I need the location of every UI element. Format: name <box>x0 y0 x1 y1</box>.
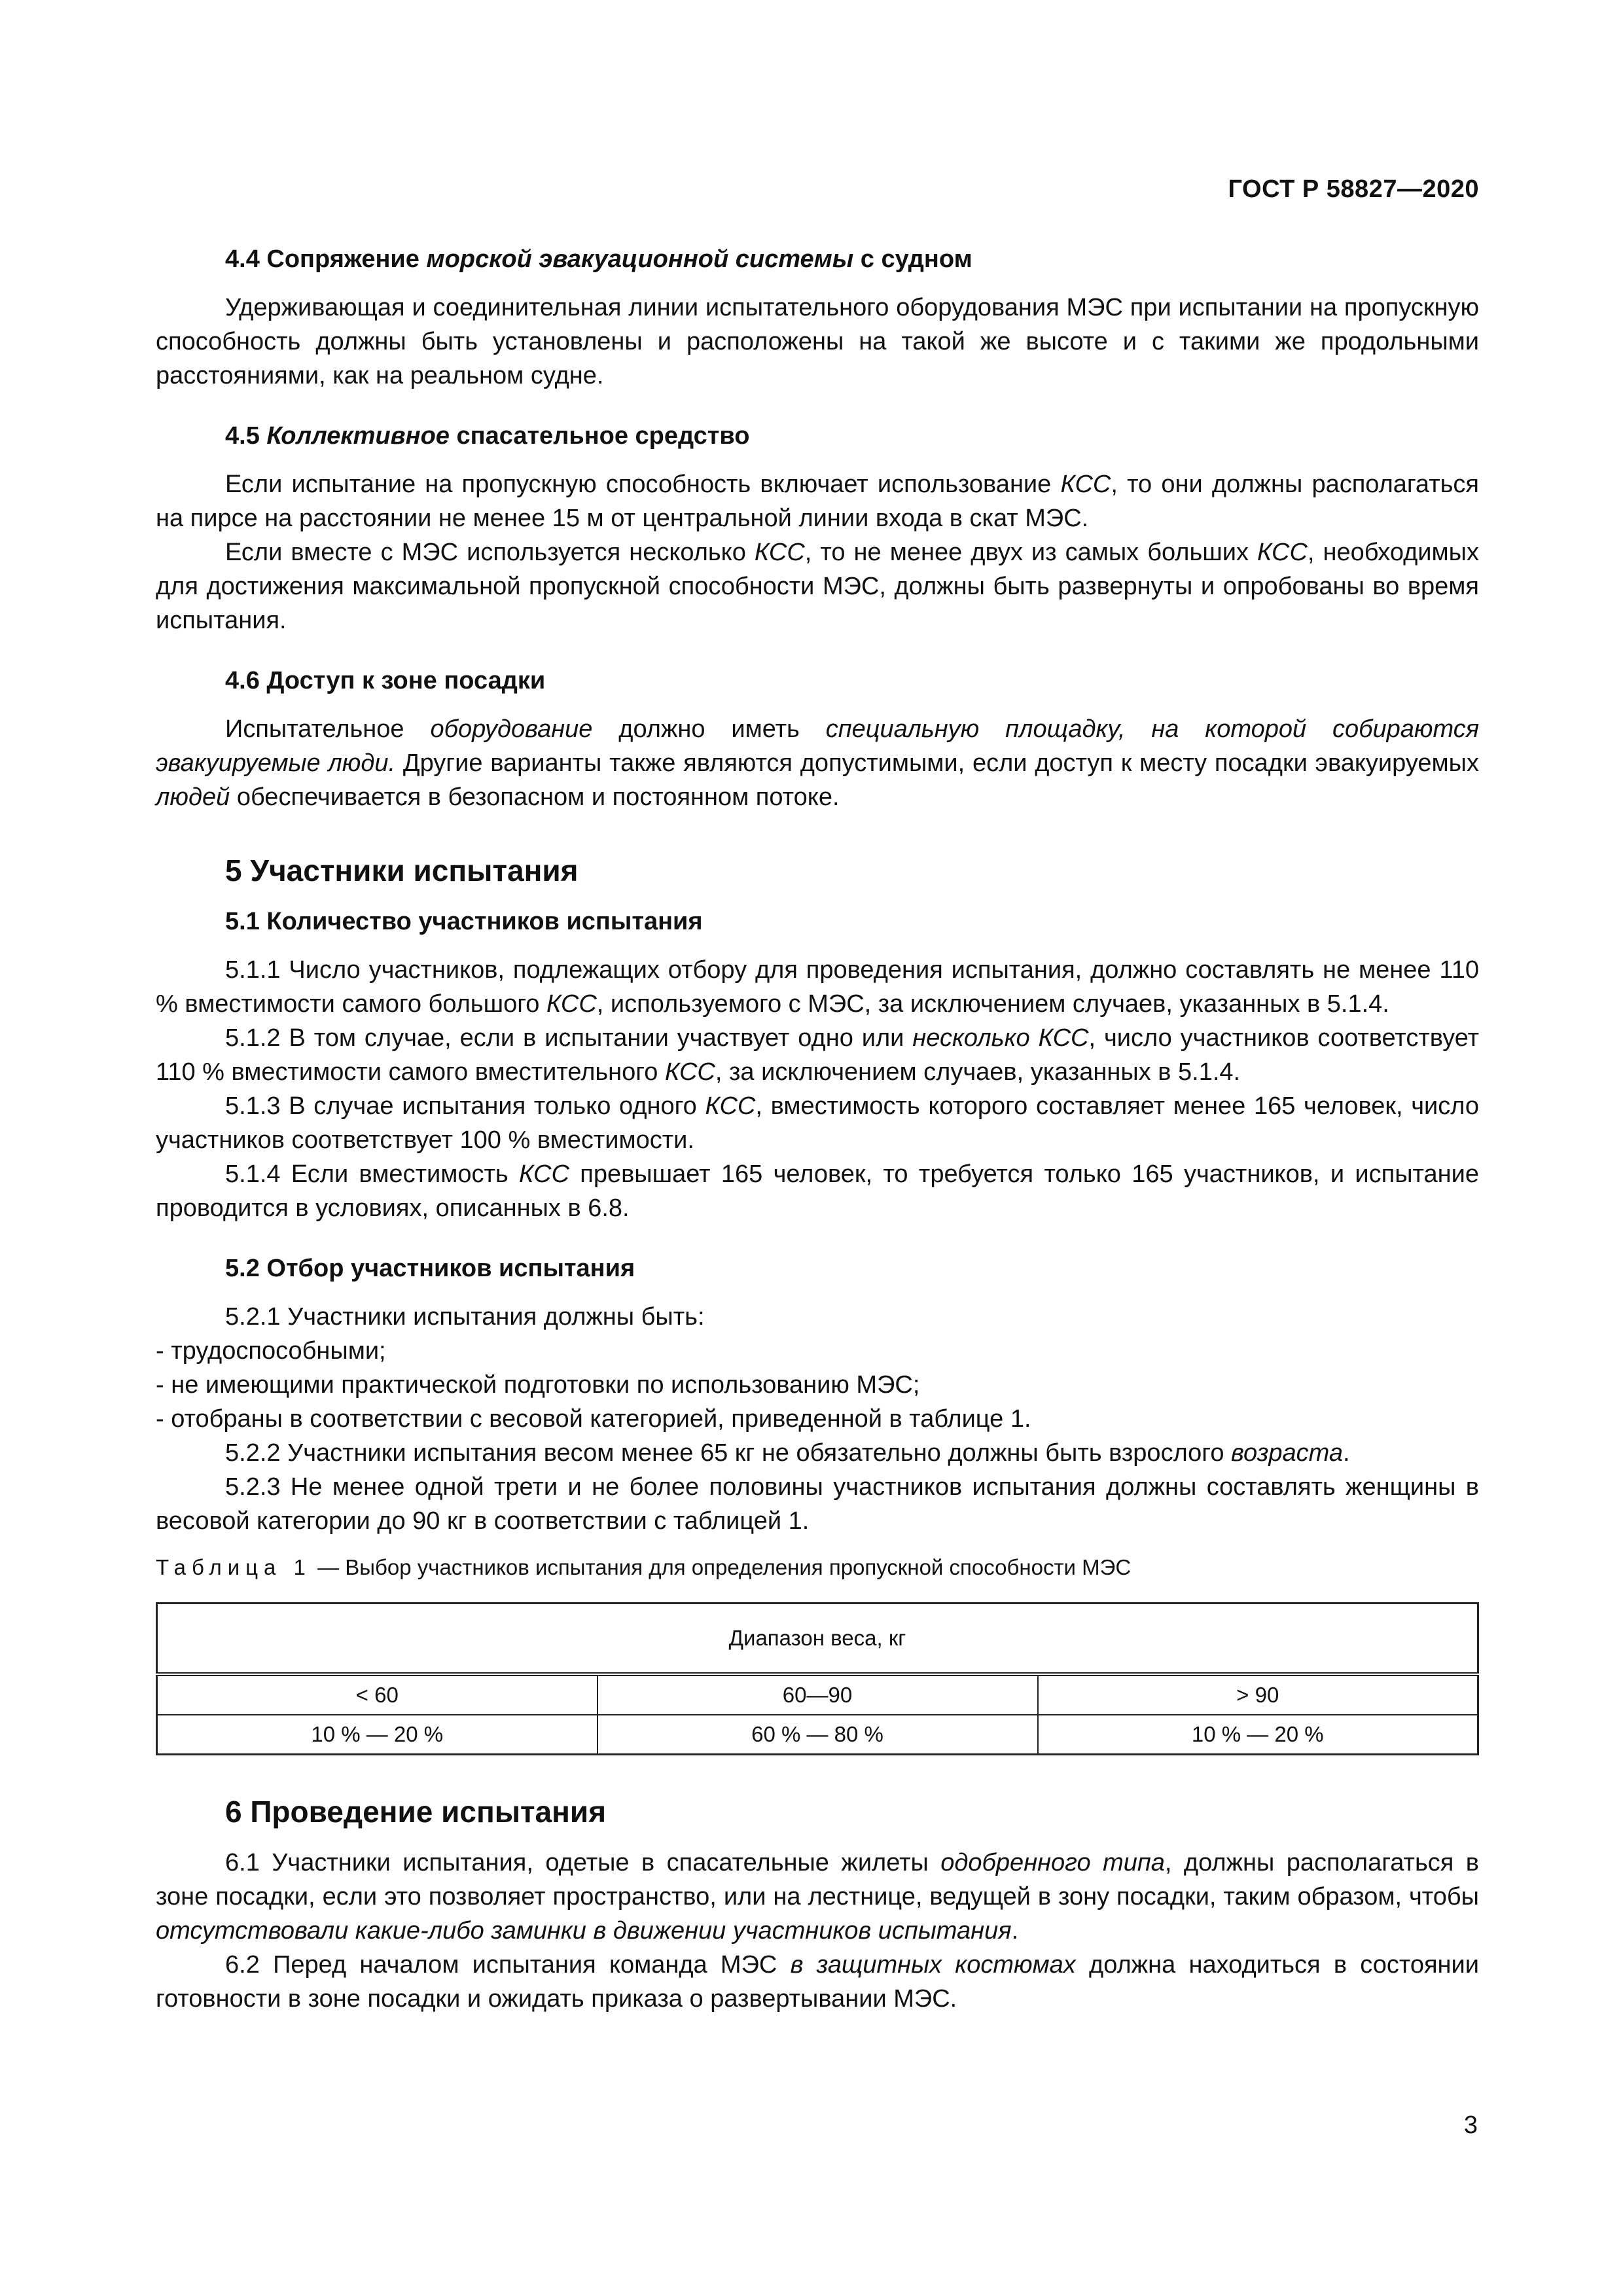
section-number: 4.5 <box>225 422 267 450</box>
section-6-title: 6 Проведение испытания <box>225 1795 607 1829</box>
table-header-cell: Диапазон веса, кг <box>157 1604 1478 1675</box>
paragraph-5-1-3: 5.1.3 В случае испытания только одного КСС, вместимость которого составляет менее 165 человек, число участников соответствует 100 % вместимости. <box>156 1092 1479 1154</box>
section-4-6-title: 4.6 Доступ к зоне посадки <box>225 667 546 694</box>
section-4-5-title <box>156 419 1479 453</box>
paragraph-4-5-2: Если вместе с МЭС используется несколько КСС, то не менее двух из самых больших КСС, необходимых для достижения максимальной пропускной способности МЭС, должны быть развернуты и опробованы во время испытания. <box>156 539 1479 634</box>
table-cell: 60—90 <box>597 1674 1038 1715</box>
paragraph-5-1-1: 5.1.1 Число участников, подлежащих отбору для проведения испытания, должно составлять не менее 110 % вместимости самого большого КСС, используемого с МЭС, за исключением случаев, указанных в 5.1.4. <box>156 956 1479 1018</box>
table-caption-label: Таблица 1 <box>156 1555 312 1579</box>
table-row <box>157 1715 1478 1755</box>
list-item: - не имеющими практической подготовки по использованию МЭС; <box>156 1371 920 1399</box>
page-content <box>156 242 1479 2016</box>
paragraph-5-2-1: 5.2.1 Участники испытания должны быть: <box>225 1303 705 1331</box>
table-1-caption <box>156 1552 1479 1583</box>
section-5-2-title: 5.2 Отбор участников испытания <box>225 1255 635 1282</box>
table-cell: < 60 <box>157 1674 597 1715</box>
table-caption-text: — Выбор участников испытания для определения пропускной способности МЭС <box>311 1555 1132 1579</box>
paragraph-5-1-2: 5.1.2 В том случае, если в испытании участвует одно или несколько КСС, число участников соответствует 110 % вместимости самого вместительного КСС, за исключением случаев, указанных в 5.1.4. <box>156 1024 1479 1086</box>
paragraph-5-1-4: 5.1.4 Если вместимость КСС превышает 165 человек, то требуется только 165 участников, и испытание проводится в условиях, описанных в 6.8. <box>156 1160 1479 1222</box>
section-title-end: спасательное средство <box>449 422 750 450</box>
table-cell: > 90 <box>1038 1674 1478 1715</box>
section-4-4-title <box>156 242 1479 276</box>
table-row <box>157 1674 1478 1715</box>
table-cell: 10 % — 20 % <box>157 1715 597 1755</box>
section-title-italic: Коллективное <box>266 422 450 450</box>
standard-code: ГОСТ Р 58827—2020 <box>1228 175 1479 203</box>
paragraph-5-2-2: 5.2.2 Участники испытания весом менее 65 кг не обязательно должны быть взрослого возраста. <box>225 1439 1350 1467</box>
paragraph-6-2: 6.2 Перед началом испытания команда МЭС в защитных костюмах должна находиться в состоянии готовности в зоне посадки и ожидать приказа о развертывании МЭС. <box>156 1951 1479 2013</box>
paragraph-4-5-1: Если испытание на пропускную способность включает использование КСС, то они должны располагаться на пирсе на расстоянии не менее 15 м от центральной линии входа в скат МЭС. <box>156 471 1479 532</box>
paragraph-4-6: Испытательное оборудование должно иметь специальную площадку, на которой собираются эвакуируемые люди. Другие варианты также являются допустимыми, если доступ к месту посадки эвакуируемых людей обеспечивается в безопасном и постоянном потоке. <box>156 715 1479 811</box>
paragraph-4-4: Удерживающая и соединительная линии испытательного оборудования МЭС при испытании на пропускную способность должны быть установлены и расположены на такой же высоте и с такими же продольными расстояниями, как на реальном судне. <box>156 294 1479 389</box>
list-item: - трудоспособными; <box>156 1337 386 1365</box>
table-cell: 60 % — 80 % <box>597 1715 1038 1755</box>
section-number: 4.4 Сопряжение <box>225 245 427 273</box>
page-number: 3 <box>1463 2111 1478 2139</box>
section-5-title: 5 Участники испытания <box>225 853 579 888</box>
paragraph-5-2-3: 5.2.3 Не менее одной трети и не более половины участников испытания должны составлять женщины в весовой категории до 90 кг в соответствии с таблицей 1. <box>156 1473 1479 1535</box>
paragraph-6-1: 6.1 Участники испытания, одетые в спасательные жилеты одобренного типа, должны располагаться в зоне посадки, если это позволяет пространство, или на лестнице, ведущей в зону посадки, таким образом, чтобы отсутствовали какие-либо заминки в движении участников испытания. <box>156 1849 1479 1945</box>
table-cell: 10 % — 20 % <box>1038 1715 1478 1755</box>
list-item: - отобраны в соответствии с весовой категорией, приведенной в таблице 1. <box>156 1405 1031 1433</box>
section-5-1-title: 5.1 Количество участников испытания <box>225 908 703 935</box>
weight-range-table <box>156 1602 1479 1755</box>
section-title-italic: морской эвакуационной системы <box>426 245 854 273</box>
section-title-end: с судном <box>853 245 972 273</box>
